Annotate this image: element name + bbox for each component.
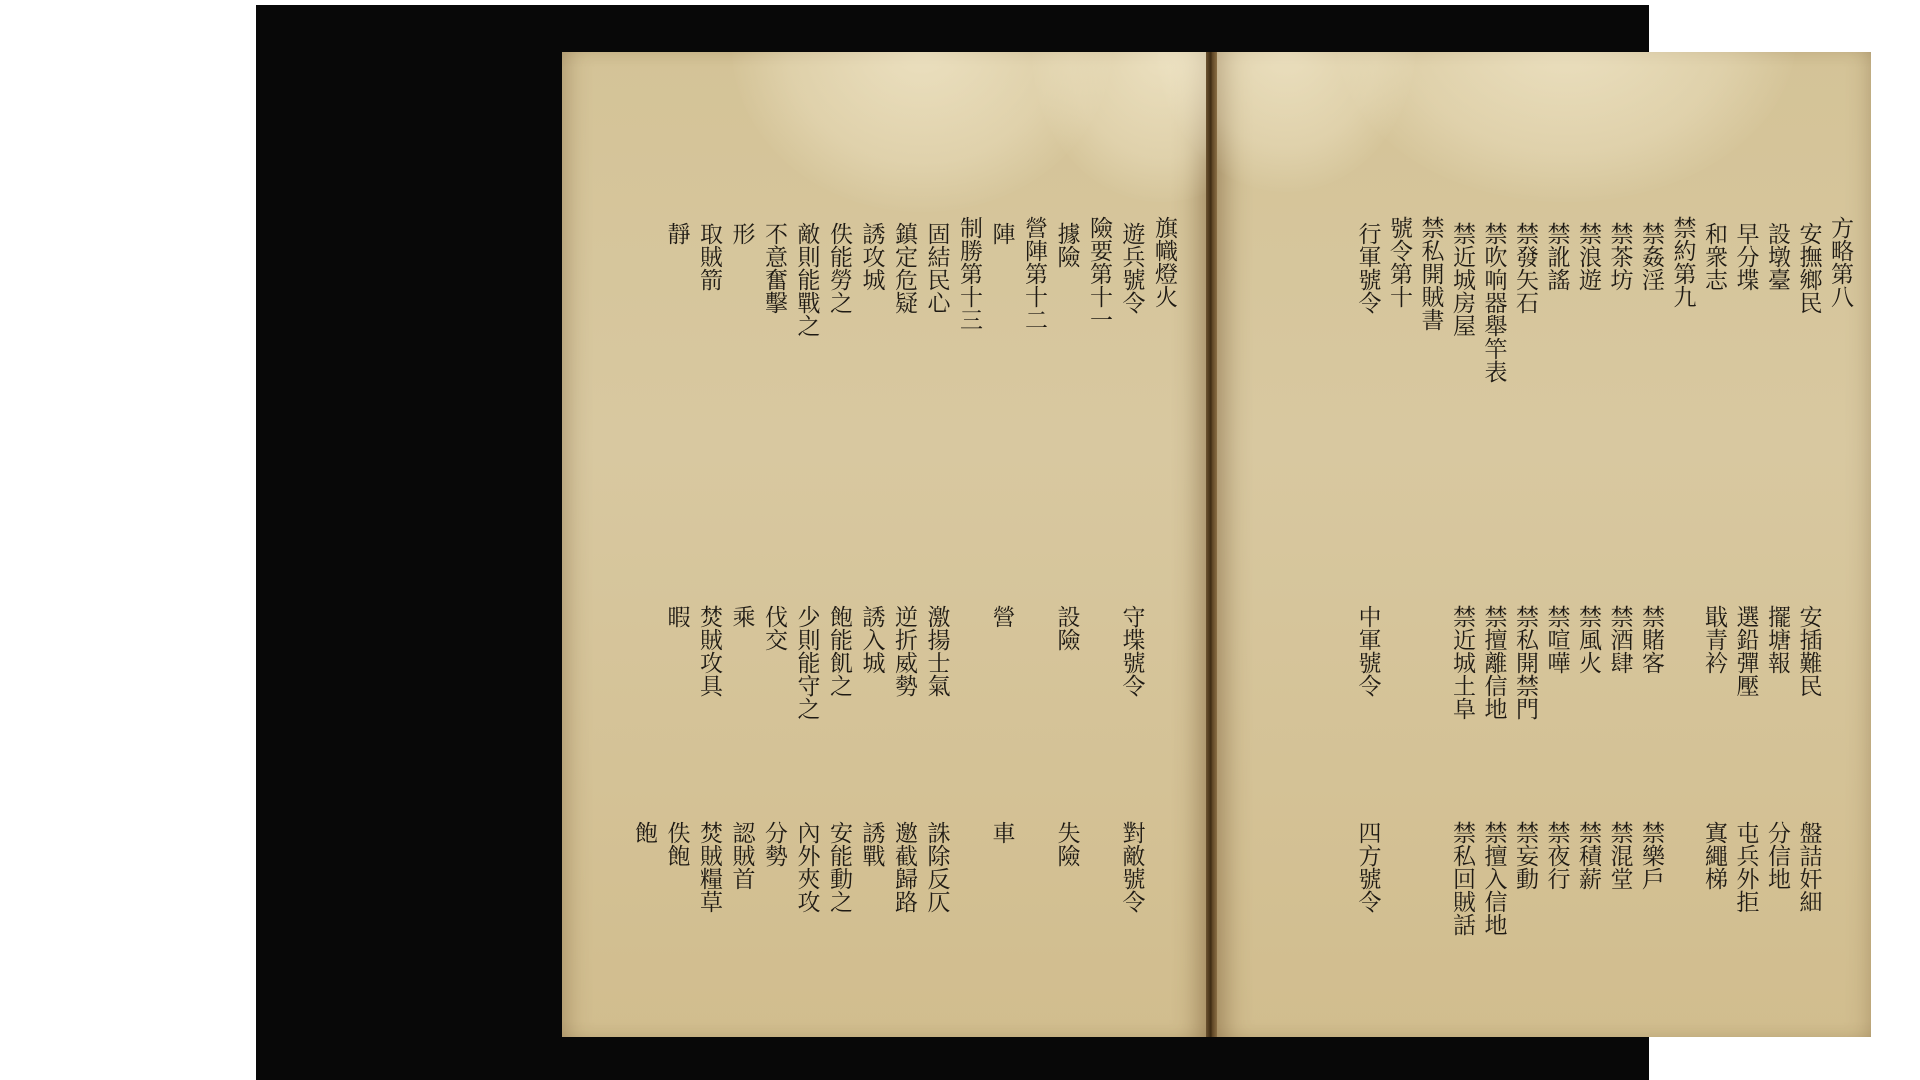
list-item: 設險 [1053, 605, 1080, 651]
list-item: 選鉛彈壓 [1732, 605, 1759, 697]
list-item: 形 [728, 222, 755, 245]
list-item: 設墩臺 [1764, 222, 1790, 291]
list-item: 誘入城 [858, 605, 885, 674]
list-item: 認賊首 [728, 821, 755, 890]
list-item: 少則能守之 [793, 605, 820, 720]
list-item: 禁訛謠 [1543, 222, 1570, 291]
list-item: 戢青衿 [1701, 605, 1727, 674]
list-item: 禁姦淫 [1638, 222, 1664, 291]
list-item: 和衆志 [1701, 222, 1727, 291]
list-item: 禁發矢石 [1512, 222, 1538, 314]
list-item: 禁樂戶 [1638, 821, 1664, 890]
list-item: 據險 [1053, 222, 1080, 268]
list-item: 靜 [663, 222, 690, 245]
list-item: 車 [988, 821, 1015, 844]
list-item: 不意奮擊 [761, 222, 787, 314]
list-item: 固結民心 [923, 222, 950, 314]
list-item: 伐交 [761, 605, 787, 651]
list-item: 禁積薪 [1575, 821, 1601, 890]
list-item: 佚飽 [663, 821, 690, 867]
section-heading: 方略第八 [1827, 216, 1853, 308]
list-item: 取賊箭 [696, 222, 722, 291]
list-item: 禁近城土阜 [1449, 605, 1475, 720]
list-item: 暇 [663, 605, 690, 628]
list-item: 禁私回賊話 [1449, 821, 1475, 936]
list-item: 逆折威勢 [891, 605, 917, 697]
list-item: 焚賊糧草 [696, 821, 722, 913]
list-item: 飽 [631, 821, 657, 844]
list-item: 安撫鄉民 [1795, 222, 1822, 314]
list-item: 敵則能戰之 [793, 222, 820, 337]
section-heading: 禁約第九 [1669, 216, 1696, 308]
list-item: 焚賊攻具 [696, 605, 722, 697]
list-item: 失險 [1053, 821, 1080, 867]
list-item: 誅除反仄 [923, 821, 950, 913]
list-item: 安插難民 [1795, 605, 1822, 697]
right-page [1215, 52, 1871, 1037]
list-item: 誘戰 [858, 821, 885, 867]
list-item: 禁混堂 [1606, 821, 1633, 890]
list-item: 四方號令 [1354, 821, 1381, 913]
water-stain [1336, 52, 1796, 202]
list-item: 分勢 [761, 821, 787, 867]
section-heading: 禁私開賊書 [1417, 216, 1444, 331]
list-item: 邀截歸路 [891, 821, 917, 913]
left-page [562, 52, 1209, 1037]
book-gutter [1206, 52, 1217, 1037]
list-item: 盤詰奸細 [1795, 821, 1822, 913]
list-item: 禁浪遊 [1575, 222, 1601, 291]
list-item: 飽能飢之 [826, 605, 852, 697]
list-item: 禁喧嘩 [1543, 605, 1570, 674]
section-heading: 制勝第十三 [956, 216, 982, 331]
list-item: 禁賭客 [1638, 605, 1664, 674]
list-item: 中軍號令 [1354, 605, 1381, 697]
section-heading: 旗幟燈火 [1151, 216, 1177, 308]
list-item: 禁風火 [1575, 605, 1601, 674]
list-item: 遊兵號令 [1118, 222, 1145, 314]
scan-background [256, 5, 1853, 1080]
section-heading: 號令第十 [1386, 216, 1412, 308]
list-item: 屯兵外拒 [1732, 821, 1759, 913]
list-item: 禁夜行 [1543, 821, 1570, 890]
list-item: 行軍號令 [1354, 222, 1381, 314]
list-item: 對敵號令 [1118, 821, 1145, 913]
list-item: 鎮定危疑 [891, 222, 917, 314]
list-item: 禁近城房屋 [1449, 222, 1475, 337]
list-item: 禁酒肆 [1606, 605, 1633, 674]
list-item: 寘繩梯 [1701, 821, 1727, 890]
list-item: 乘 [728, 605, 755, 628]
list-item: 禁擅入信地 [1480, 821, 1507, 936]
section-heading: 營陣第十二 [1021, 216, 1047, 331]
list-item: 安能動之 [826, 821, 852, 913]
list-item: 激揚士氣 [923, 605, 950, 697]
list-item: 陣 [988, 222, 1015, 245]
list-item: 禁吹响器舉竿表 [1480, 222, 1507, 383]
section-heading: 險要第十一 [1086, 216, 1112, 331]
list-item: 禁妄動 [1512, 821, 1538, 890]
book-spread [562, 52, 1871, 1037]
list-item: 禁私開禁門 [1512, 605, 1538, 720]
list-item: 佚能勞之 [826, 222, 852, 314]
list-item: 內外夾攻 [793, 821, 820, 913]
list-item: 擺塘報 [1764, 605, 1790, 674]
list-item: 早分堞 [1732, 222, 1759, 291]
list-item: 禁茶坊 [1606, 222, 1633, 291]
list-item: 營 [988, 605, 1015, 628]
list-item: 守堞號令 [1118, 605, 1145, 697]
list-item: 誘攻城 [858, 222, 885, 291]
list-item: 禁擅離信地 [1480, 605, 1507, 720]
list-item: 分信地 [1764, 821, 1790, 890]
